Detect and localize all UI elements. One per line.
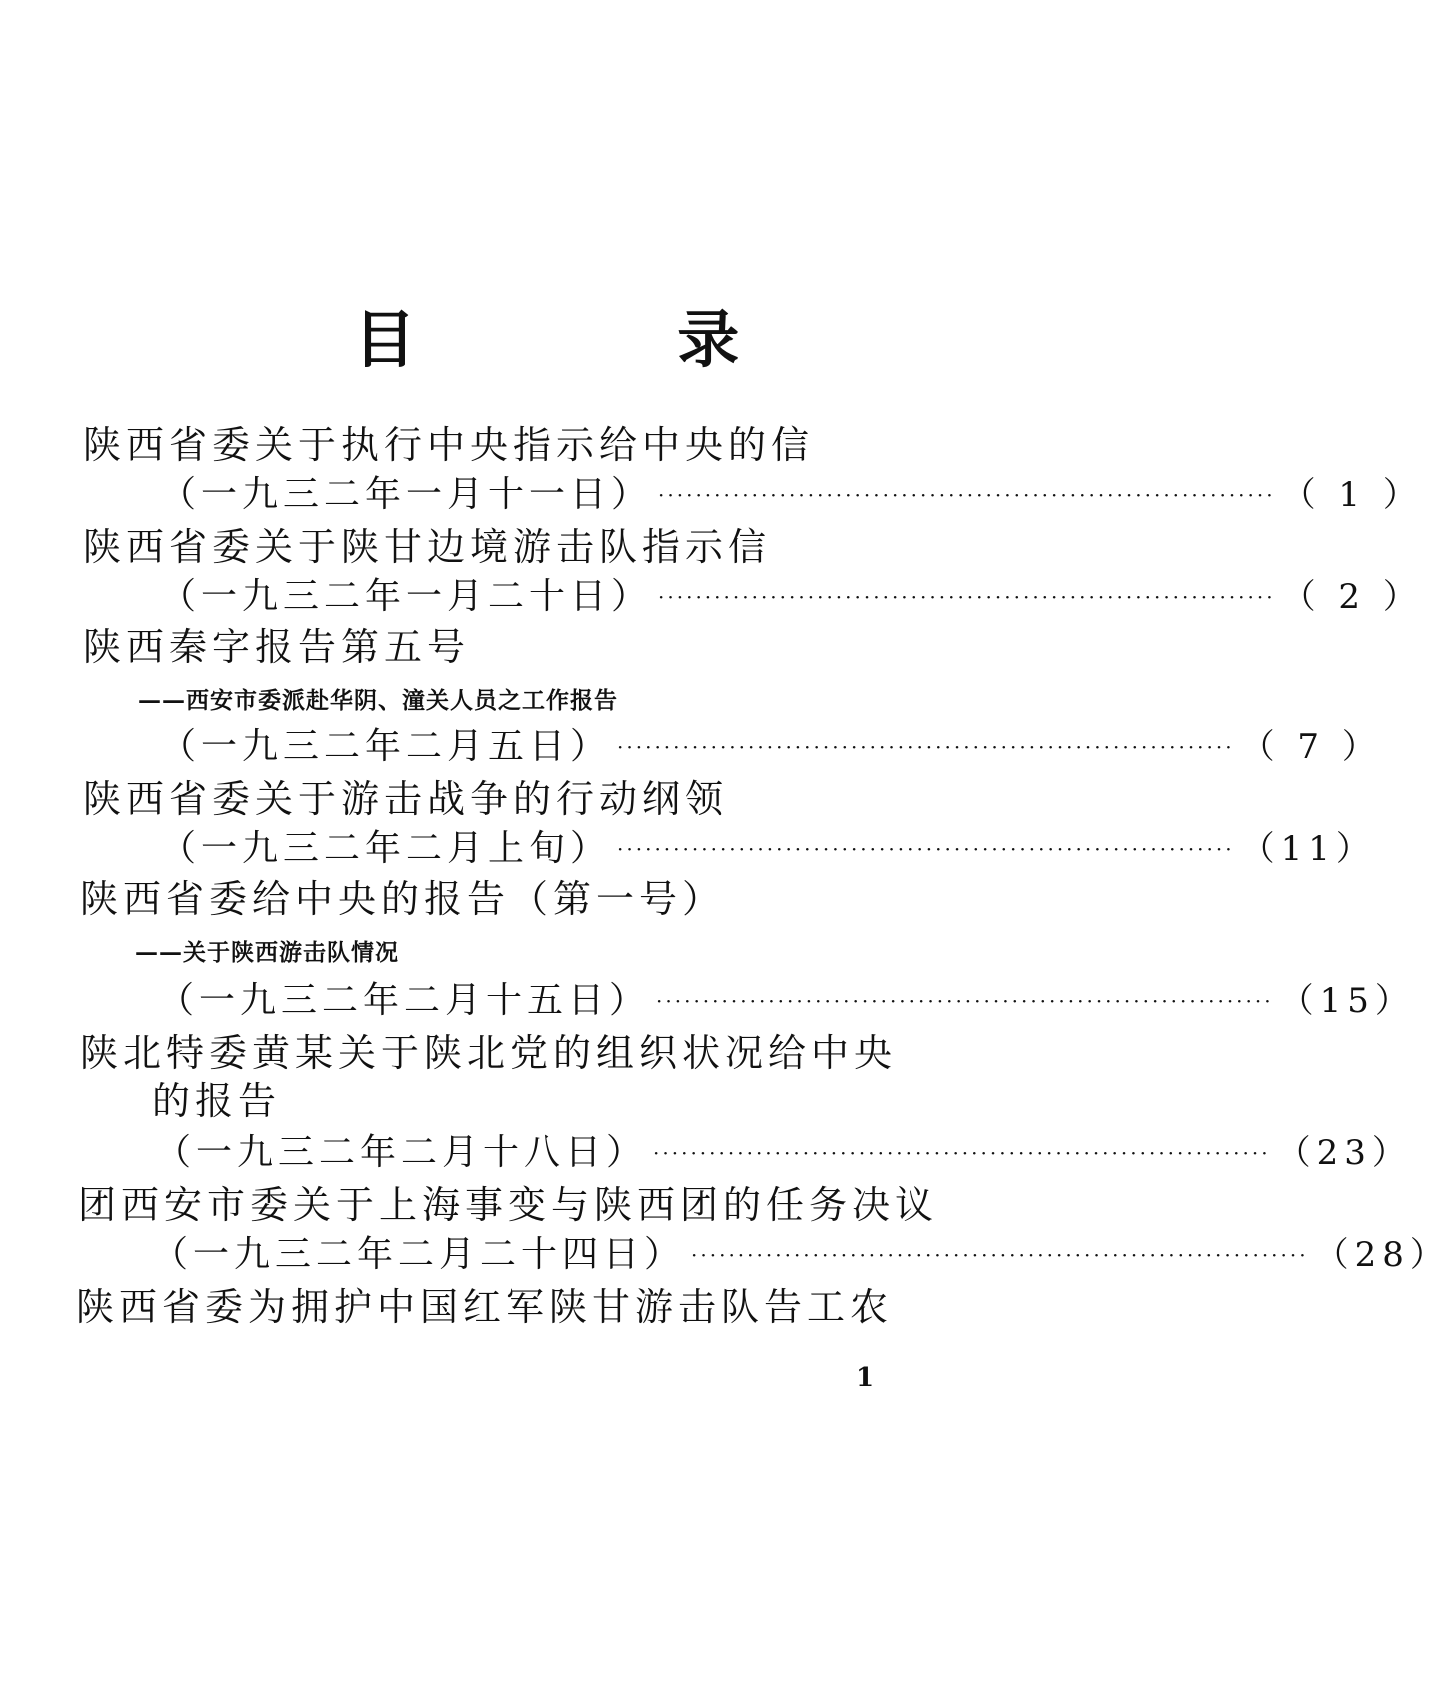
toc-entry-title: 陕西省委关于陕甘边境游击队指示信 <box>83 525 772 569</box>
toc-entry-date: （一九三二年二月十五日） <box>158 980 651 1021</box>
dot-leader: ·································································· <box>617 837 1235 861</box>
toc-entry-dateline <box>160 572 1423 626</box>
toc-entry-page: （ 7 ） <box>1240 727 1382 767</box>
toc-entry-title: 陕西秦字报告第五号 <box>83 625 471 669</box>
dot-leader: ·································································· <box>691 1243 1309 1267</box>
toc-entry-title: 团西安市委关于上海事变与陕西团的任务决议 <box>78 1183 939 1227</box>
toc-entry-date: （一九三二年二月二十四日） <box>152 1234 686 1275</box>
toc-entry-title: 陕西省委关于游击战争的行动纲领 <box>83 777 729 821</box>
toc-entry-page: （23） <box>1276 1133 1412 1173</box>
toc-entry-subtitle: ——西安市委派赴华阴、潼关人员之工作报告 <box>138 687 618 714</box>
toc-entry-page: （ 1 ） <box>1281 475 1423 515</box>
page-number: 1 <box>856 1363 875 1393</box>
dot-leader: ·································································· <box>653 1141 1271 1165</box>
toc-entry-title: 陕西省委关于执行中央指示给中央的信 <box>83 423 815 467</box>
toc-entry-title: 陕西省委给中央的报告（第一号） <box>80 877 726 921</box>
page-title: 目 录 <box>353 303 860 376</box>
toc-entry-title: 陕北特委黄某关于陕北党的组织状况给中央 <box>80 1031 898 1075</box>
toc-entry-dateline <box>160 470 1423 524</box>
toc-entry-page: （ 2 ） <box>1281 577 1423 617</box>
dot-leader: ·································································· <box>658 483 1276 507</box>
toc-entry-title-continued: 的报告 <box>152 1079 282 1123</box>
toc-entry-dateline <box>155 1128 1412 1182</box>
toc-entry-dateline <box>152 1230 1450 1284</box>
toc-entry-dateline <box>158 976 1415 1030</box>
toc-entry-dateline <box>160 824 1376 878</box>
dot-leader: ·································································· <box>656 989 1274 1013</box>
dot-leader: ·································································· <box>617 735 1235 759</box>
toc-entry-date: （一九三二年二月十八日） <box>155 1132 648 1173</box>
toc-entry-page: （28） <box>1314 1235 1450 1275</box>
toc-entry-page: （11） <box>1240 829 1376 869</box>
toc-entry-date: （一九三二年一月二十日） <box>160 576 653 617</box>
toc-entry-title: 陕西省委为拥护中国红军陕甘游击队告工农 <box>76 1285 894 1329</box>
dot-leader: ·································································· <box>658 585 1276 609</box>
toc-entry-page: （15） <box>1279 981 1415 1021</box>
toc-entry-subtitle: ——关于陕西游击队情况 <box>135 939 399 966</box>
toc-entry-dateline <box>160 722 1382 776</box>
toc-entry-date: （一九三二年一月十一日） <box>160 474 653 515</box>
toc-entry-date: （一九三二年二月五日） <box>160 726 612 767</box>
toc-entry-date: （一九三二年二月上旬） <box>160 828 612 869</box>
